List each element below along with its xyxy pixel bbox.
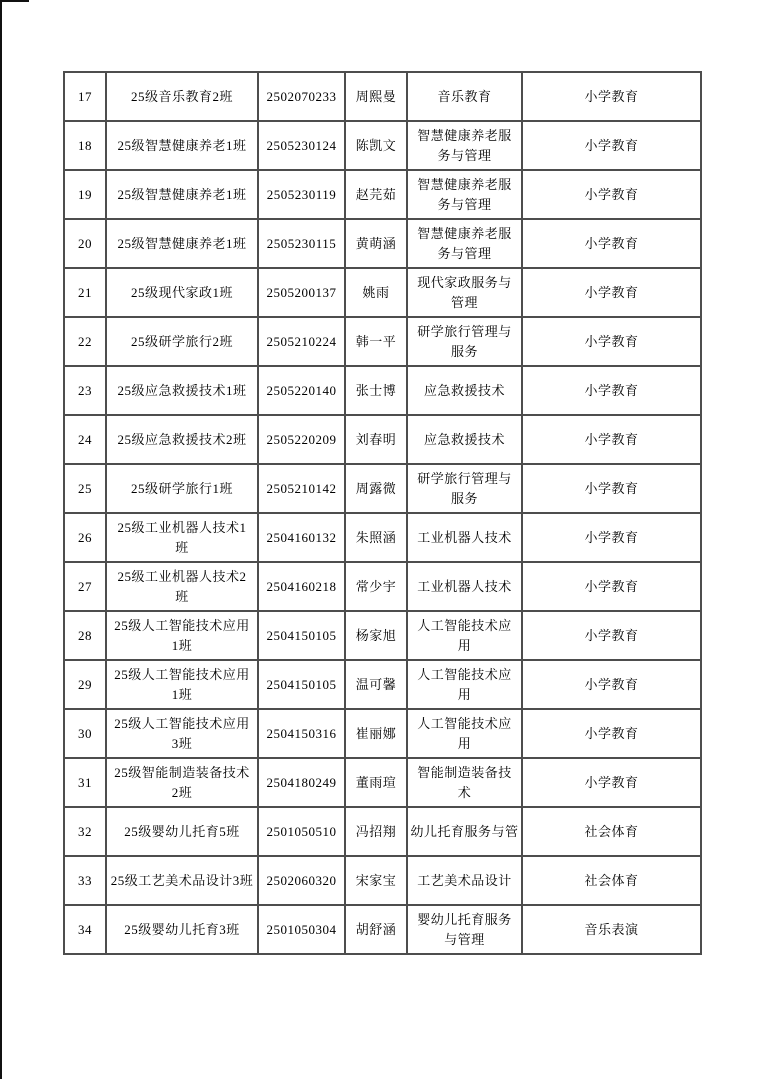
cell-student_id: 2505210224	[258, 317, 345, 366]
cell-student_id: 2501050510	[258, 807, 345, 856]
cell-name: 黄萌涵	[345, 219, 407, 268]
cell-category: 社会体育	[522, 856, 701, 905]
cell-category: 小学教育	[522, 758, 701, 807]
cell-major: 音乐教育	[407, 72, 522, 121]
cell-name: 朱照涵	[345, 513, 407, 562]
table-row	[64, 219, 701, 268]
cell-name: 董雨瑄	[345, 758, 407, 807]
cell-major: 现代家政服务与 管理	[407, 268, 522, 317]
cell-name: 刘春明	[345, 415, 407, 464]
table-row	[64, 268, 701, 317]
cell-class_name: 25级婴幼儿托育5班	[106, 807, 258, 856]
table-row	[64, 758, 701, 807]
cell-no: 24	[64, 415, 106, 464]
cell-class_name: 25级婴幼儿托育3班	[106, 905, 258, 954]
cell-class_name: 25级智慧健康养老1班	[106, 121, 258, 170]
table-row	[64, 121, 701, 170]
table-row	[64, 709, 701, 758]
cell-major: 工业机器人技术	[407, 562, 522, 611]
cell-class_name: 25级研学旅行2班	[106, 317, 258, 366]
cell-name: 胡舒涵	[345, 905, 407, 954]
cell-major: 人工智能技术应 用	[407, 709, 522, 758]
cell-major: 工业机器人技术	[407, 513, 522, 562]
table-row	[64, 562, 701, 611]
cell-major: 研学旅行管理与 服务	[407, 464, 522, 513]
cell-category: 小学教育	[522, 513, 701, 562]
cell-category: 小学教育	[522, 219, 701, 268]
cell-no: 25	[64, 464, 106, 513]
cell-class_name: 25级智慧健康养老1班	[106, 219, 258, 268]
table-row	[64, 72, 701, 121]
cell-student_id: 2505210142	[258, 464, 345, 513]
cell-major: 研学旅行管理与 服务	[407, 317, 522, 366]
cell-category: 小学教育	[522, 660, 701, 709]
cell-name: 赵芫茹	[345, 170, 407, 219]
table-row	[64, 856, 701, 905]
cell-class_name: 25级人工智能技术应用 3班	[106, 709, 258, 758]
cell-major: 智慧健康养老服 务与管理	[407, 219, 522, 268]
cell-name: 陈凯文	[345, 121, 407, 170]
cell-name: 冯招翔	[345, 807, 407, 856]
cell-category: 小学教育	[522, 562, 701, 611]
cell-category: 社会体育	[522, 807, 701, 856]
cell-name: 张士博	[345, 366, 407, 415]
cell-major: 人工智能技术应 用	[407, 660, 522, 709]
cell-student_id: 2505200137	[258, 268, 345, 317]
cell-major: 智能制造装备技 术	[407, 758, 522, 807]
cell-student_id: 2502060320	[258, 856, 345, 905]
cell-class_name: 25级应急救援技术1班	[106, 366, 258, 415]
cell-student_id: 2505230115	[258, 219, 345, 268]
cell-student_id: 2505230119	[258, 170, 345, 219]
cell-no: 30	[64, 709, 106, 758]
cell-class_name: 25级应急救援技术2班	[106, 415, 258, 464]
cell-major: 智慧健康养老服 务与管理	[407, 121, 522, 170]
table-row	[64, 415, 701, 464]
table-row	[64, 611, 701, 660]
cell-no: 26	[64, 513, 106, 562]
cell-student_id: 2504180249	[258, 758, 345, 807]
table-row	[64, 807, 701, 856]
cell-no: 33	[64, 856, 106, 905]
cell-class_name: 25级工业机器人技术1 班	[106, 513, 258, 562]
cell-category: 小学教育	[522, 170, 701, 219]
cell-name: 姚雨	[345, 268, 407, 317]
cell-class_name: 25级人工智能技术应用 1班	[106, 660, 258, 709]
table-row	[64, 464, 701, 513]
cell-name: 宋家宝	[345, 856, 407, 905]
cell-class_name: 25级智慧健康养老1班	[106, 170, 258, 219]
cell-no: 28	[64, 611, 106, 660]
table-row	[64, 660, 701, 709]
cell-class_name: 25级研学旅行1班	[106, 464, 258, 513]
cell-name: 崔丽娜	[345, 709, 407, 758]
cell-no: 21	[64, 268, 106, 317]
cell-no: 18	[64, 121, 106, 170]
cell-class_name: 25级工艺美术品设计3班	[106, 856, 258, 905]
cell-category: 小学教育	[522, 121, 701, 170]
cell-name: 周露微	[345, 464, 407, 513]
cell-major: 智慧健康养老服 务与管理	[407, 170, 522, 219]
cell-name: 温可馨	[345, 660, 407, 709]
cell-no: 32	[64, 807, 106, 856]
cell-no: 23	[64, 366, 106, 415]
cell-class_name: 25级音乐教育2班	[106, 72, 258, 121]
cell-no: 31	[64, 758, 106, 807]
cell-class_name: 25级现代家政1班	[106, 268, 258, 317]
cell-major: 人工智能技术应 用	[407, 611, 522, 660]
cell-student_id: 2505230124	[258, 121, 345, 170]
student-roster-table	[63, 71, 702, 955]
cell-major: 应急救援技术	[407, 415, 522, 464]
cell-category: 小学教育	[522, 268, 701, 317]
cell-no: 19	[64, 170, 106, 219]
table-row	[64, 513, 701, 562]
page-left-edge-line	[0, 0, 2, 1079]
cell-student_id: 2504160218	[258, 562, 345, 611]
cell-category: 小学教育	[522, 366, 701, 415]
cell-no: 34	[64, 905, 106, 954]
cell-major: 婴幼儿托育服务 与管理	[407, 905, 522, 954]
cell-student_id: 2504150105	[258, 611, 345, 660]
table-row	[64, 170, 701, 219]
cell-student_id: 2505220140	[258, 366, 345, 415]
cell-class_name: 25级人工智能技术应用 1班	[106, 611, 258, 660]
cell-student_id: 2504160132	[258, 513, 345, 562]
cell-name: 常少宇	[345, 562, 407, 611]
table-row	[64, 317, 701, 366]
cell-no: 22	[64, 317, 106, 366]
cell-no: 17	[64, 72, 106, 121]
cell-category: 小学教育	[522, 72, 701, 121]
cell-name: 韩一平	[345, 317, 407, 366]
table-row	[64, 905, 701, 954]
cell-major: 幼儿托育服务与管	[407, 807, 522, 856]
cell-student_id: 2502070233	[258, 72, 345, 121]
cell-category: 小学教育	[522, 464, 701, 513]
cell-category: 小学教育	[522, 415, 701, 464]
cell-name: 杨家旭	[345, 611, 407, 660]
cell-major: 应急救援技术	[407, 366, 522, 415]
cell-class_name: 25级工业机器人技术2 班	[106, 562, 258, 611]
cell-class_name: 25级智能制造装备技术 2班	[106, 758, 258, 807]
cell-no: 29	[64, 660, 106, 709]
table-row	[64, 366, 701, 415]
cell-no: 20	[64, 219, 106, 268]
cell-category: 音乐表演	[522, 905, 701, 954]
cell-major: 工艺美术品设计	[407, 856, 522, 905]
page-top-edge-line	[0, 0, 29, 2]
cell-category: 小学教育	[522, 317, 701, 366]
cell-student_id: 2504150105	[258, 660, 345, 709]
cell-name: 周熙曼	[345, 72, 407, 121]
cell-category: 小学教育	[522, 611, 701, 660]
cell-student_id: 2501050304	[258, 905, 345, 954]
cell-no: 27	[64, 562, 106, 611]
cell-student_id: 2505220209	[258, 415, 345, 464]
cell-category: 小学教育	[522, 709, 701, 758]
cell-student_id: 2504150316	[258, 709, 345, 758]
